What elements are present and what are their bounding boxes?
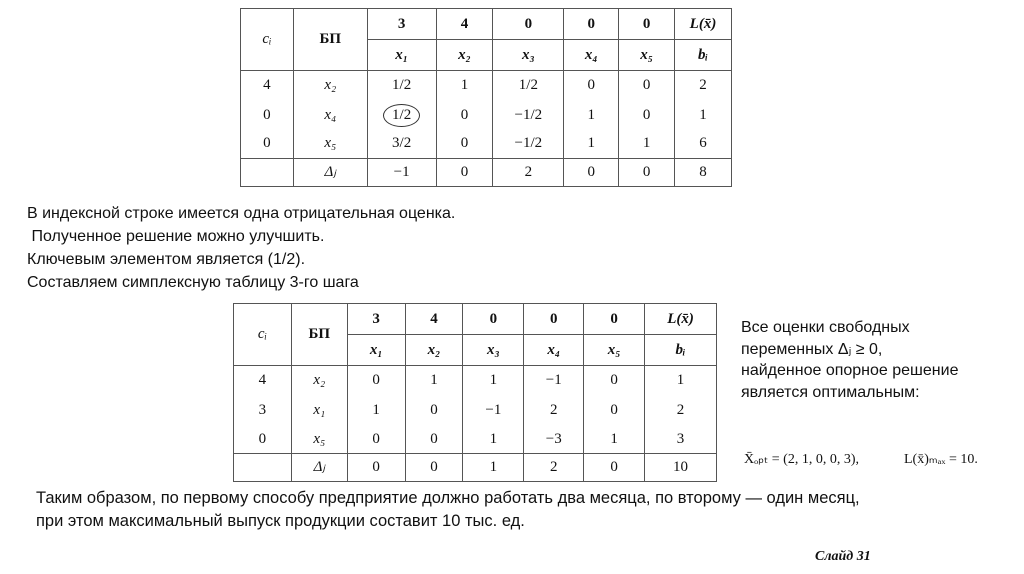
value-cell: 0 — [436, 130, 493, 159]
value-cell: 1 — [584, 426, 645, 454]
objective-header: L(x̄) — [675, 9, 732, 40]
value-cell: 1 — [347, 396, 405, 426]
conclusion-text — [36, 487, 860, 533]
x-optimal: X̄ₒₚₜ = (2, 1, 0, 0, 3), — [744, 452, 859, 467]
empty-cell — [234, 454, 292, 482]
cost-cell: 0 — [493, 9, 564, 40]
delta-cell: 0 — [619, 159, 675, 187]
value-cell: −1 — [463, 396, 524, 426]
delta-cell: 0 — [347, 454, 405, 482]
basis-cell: x₂ — [293, 71, 367, 101]
value-cell: 0 — [619, 71, 675, 101]
text-line: является оптимальным: — [741, 383, 920, 401]
value-cell: 1 — [619, 130, 675, 159]
delta-label: Δⱼ — [291, 454, 347, 482]
cost-cell: 0 — [564, 9, 619, 40]
var-header: x₂ — [436, 40, 493, 71]
value-cell: 0 — [347, 366, 405, 396]
value-cell: 6 — [675, 130, 732, 159]
text-line: Все оценки свободных — [741, 319, 910, 336]
cost-cell: 0 — [584, 304, 645, 335]
text-line: Ключевым элементом является (1/2). — [27, 251, 306, 268]
basis-cell: x₄ — [293, 101, 367, 130]
delta-cell: 2 — [524, 454, 584, 482]
value-cell: 1 — [564, 130, 619, 159]
value-cell: 1 — [564, 101, 619, 130]
value-cell: 1 — [463, 366, 524, 396]
delta-cell: 0 — [405, 454, 463, 482]
value-cell: 0 — [436, 101, 493, 130]
text-line: при этом максимальный выпуск продукции составит 10 тыс. ед. — [36, 512, 525, 530]
text-line: В индексной строке имеется одна отрицательная оценка. — [27, 205, 456, 222]
value-cell: 0 — [347, 426, 405, 454]
delta-row — [234, 454, 717, 482]
delta-cell: 0 — [564, 159, 619, 187]
var-header: x₃ — [463, 335, 524, 366]
pivot-element: 1/2 — [383, 104, 420, 127]
text-line: Составляем симплексную таблицу 3-го шага — [27, 274, 359, 291]
empty-cell — [241, 159, 294, 187]
value-cell: 2 — [524, 396, 584, 426]
delta-row — [241, 159, 732, 187]
ci-cell: 0 — [234, 426, 292, 454]
value-cell: 0 — [619, 101, 675, 130]
ci-cell: 0 — [241, 101, 294, 130]
table-row — [234, 396, 717, 426]
cost-cell: 0 — [524, 304, 584, 335]
value-cell: 0 — [405, 426, 463, 454]
value-cell: 1/2 — [493, 71, 564, 101]
ci-cell: 3 — [234, 396, 292, 426]
var-header: x₅ — [619, 40, 675, 71]
basis-header: БП — [293, 9, 367, 71]
ci-header: cᵢ — [241, 9, 294, 71]
table-row — [234, 366, 717, 396]
value-cell: 3 — [645, 426, 717, 454]
delta-cell: 1 — [463, 454, 524, 482]
value-cell: −1/2 — [493, 130, 564, 159]
table-row — [241, 101, 732, 130]
delta-label: Δⱼ — [293, 159, 367, 187]
text-line: найденное опорное решение — [741, 362, 959, 379]
var-header: x₁ — [347, 335, 405, 366]
cost-cell: 3 — [367, 9, 436, 40]
delta-cell: 8 — [675, 159, 732, 187]
var-header: x₄ — [564, 40, 619, 71]
delta-cell: −1 — [367, 159, 436, 187]
var-header: x₄ — [524, 335, 584, 366]
text-line: Таким образом, по первому способу предприятие должно работать два месяца, по второму — один месяц, — [36, 489, 860, 507]
optimal-solution-formula — [744, 451, 978, 468]
delta-cell: 0 — [584, 454, 645, 482]
value-cell: 2 — [645, 396, 717, 426]
cost-cell: 4 — [436, 9, 493, 40]
rhs-header: bᵢ — [645, 335, 717, 366]
cost-cell: 4 — [405, 304, 463, 335]
basis-cell: x₅ — [291, 426, 347, 454]
value-cell: −3 — [524, 426, 584, 454]
value-cell: 0 — [584, 366, 645, 396]
value-cell: 1 — [436, 71, 493, 101]
delta-cell: 10 — [645, 454, 717, 482]
cost-cell: 0 — [619, 9, 675, 40]
ci-cell: 0 — [241, 130, 294, 159]
value-cell: 1 — [405, 366, 463, 396]
delta-cell: 0 — [436, 159, 493, 187]
analysis-text — [27, 202, 455, 294]
simplex-table-step3 — [233, 303, 717, 482]
simplex-table-step2 — [240, 8, 732, 187]
basis-cell: x₁ — [291, 396, 347, 426]
value-cell: 1/2 — [367, 71, 436, 101]
delta-cell: 2 — [493, 159, 564, 187]
value-cell: −1 — [524, 366, 584, 396]
ci-cell: 4 — [241, 71, 294, 101]
l-max: L(x̄)ₘₐₓ = 10. — [904, 452, 978, 467]
basis-header: БП — [291, 304, 347, 366]
ci-header: cᵢ — [234, 304, 292, 366]
value-cell: −1/2 — [493, 101, 564, 130]
var-header: x₁ — [367, 40, 436, 71]
basis-cell: x₂ — [291, 366, 347, 396]
rhs-header: bᵢ — [675, 40, 732, 71]
value-cell: 1 — [463, 426, 524, 454]
value-cell: 0 — [405, 396, 463, 426]
objective-header: L(x̄) — [645, 304, 717, 335]
table-row — [234, 426, 717, 454]
table-row — [241, 130, 732, 159]
ci-cell: 4 — [234, 366, 292, 396]
pivot-cell — [367, 101, 436, 130]
var-header: x₂ — [405, 335, 463, 366]
basis-cell: x₅ — [293, 130, 367, 159]
table-row — [241, 71, 732, 101]
slide-number: Слайд 31 — [815, 549, 871, 564]
var-header: x₃ — [493, 40, 564, 71]
cost-cell: 0 — [463, 304, 524, 335]
value-cell: 3/2 — [367, 130, 436, 159]
value-cell: 0 — [564, 71, 619, 101]
value-cell: 0 — [584, 396, 645, 426]
value-cell: 1 — [645, 366, 717, 396]
cost-cell: 3 — [347, 304, 405, 335]
optimality-text — [741, 317, 958, 403]
value-cell: 1 — [675, 101, 732, 130]
text-line: Полученное решение можно улучшить. — [27, 228, 325, 245]
text-line: переменных Δⱼ ≥ 0, — [741, 340, 883, 358]
var-header: x₅ — [584, 335, 645, 366]
value-cell: 2 — [675, 71, 732, 101]
